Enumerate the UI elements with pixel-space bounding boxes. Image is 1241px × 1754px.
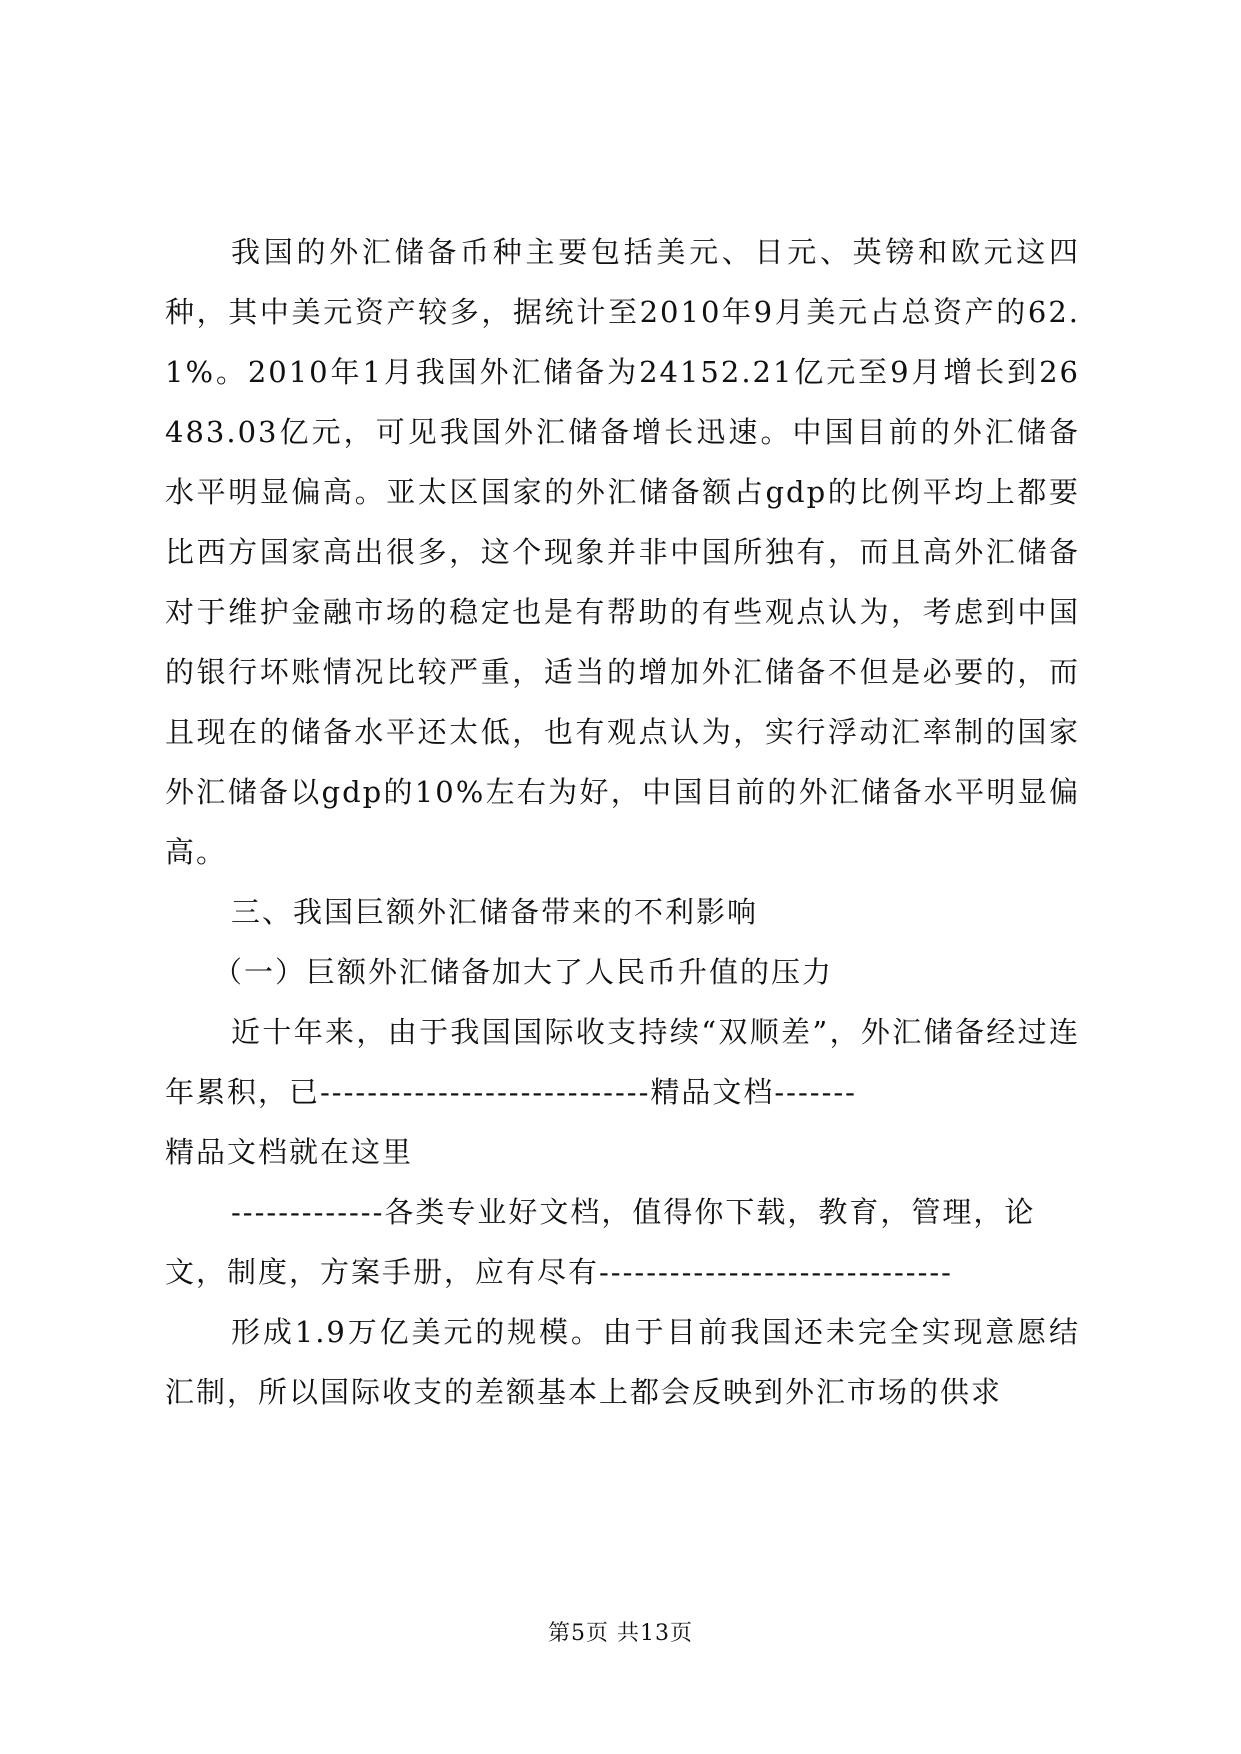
page-number-footer: 第5页 共13页 — [548, 1621, 693, 1646]
watermark-banner-line-2: -------------各类专业好文档，值得你下载，教育，管理，论文，制度，方案手册，应有尽有------------------------------ — [165, 1195, 1036, 1289]
subsection-heading-3-1: （一）巨额外汇储备加大了人民币升值的压力 — [213, 955, 834, 989]
document-body — [165, 222, 1080, 1422]
paragraph-forex-composition: 我国的外汇储备币种主要包括美元、日元、英镑和欧元这四种，其中美元资产较多，据统计至2010年9月美元占总资产的62.1%。2010年1月我国外汇储备为24152.21亿元至9月增长到26483.03亿元，可见我国外汇储备增长迅速。中国目前的外汇储备水平明显偏高。亚太区国家的外汇储备额占gdp的比例平均上都要比西方国家高出很多，这个现象并非中国所独有，而且高外汇储备对于维护金融市场的稳定也是有帮助的有些观点认为，考虑到中国的银行坏账情况比较严重，适当的增加外汇储备不但是必要的，而且现在的储备水平还太低，也有观点认为，实行浮动汇率制的国家外汇储备以gdp的10%左右为好，中国目前的外汇储备水平明显偏高。 — [165, 235, 1080, 869]
section-heading-3: 三、我国巨额外汇储备带来的不利影响 — [231, 895, 759, 929]
paragraph-double-surplus: 近十年来，由于我国国际收支持续“双顺差”，外汇储备经过连年累积，已----------------------------精品文档------- — [165, 1015, 1080, 1109]
watermark-banner-line-1: 精品文档就在这里 — [165, 1135, 414, 1169]
paragraph-scale: 形成1.9万亿美元的规模。由于目前我国还未完全实现意愿结汇制，所以国际收支的差额基本上都会反映到外汇市场的供求 — [165, 1315, 1080, 1409]
